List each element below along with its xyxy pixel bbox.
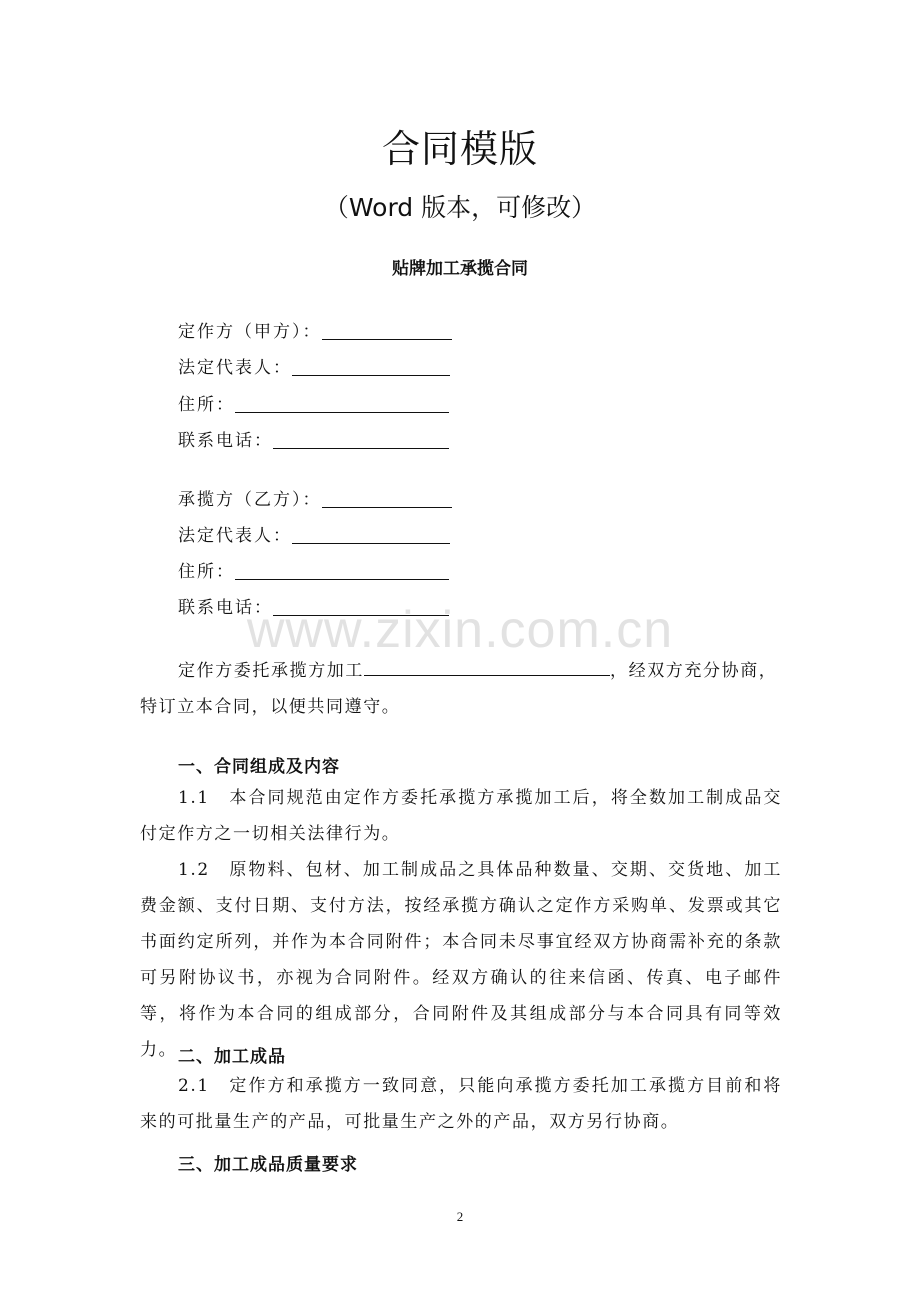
- section-1-heading: 一、合同组成及内容: [178, 757, 340, 777]
- party-b-phone-label: 联系电话：: [178, 598, 273, 618]
- party-b-rep-label: 法定代表人：: [178, 526, 292, 546]
- party-b-phone-blank[interactable]: [273, 597, 449, 616]
- clause-1-1: 1.1 本合同规范由定作方委托承揽方承揽加工后，将全数加工制成品交付定作方之一切相关法律行为。: [140, 788, 782, 844]
- party-a-name-label: 定作方（甲方）：: [178, 322, 322, 342]
- document-title: 合同模版: [381, 127, 538, 171]
- intro-after: ，经双方充分协商，: [610, 661, 778, 681]
- party-b-address-label: 住所：: [178, 562, 235, 582]
- party-a-address-blank[interactable]: [235, 394, 449, 413]
- party-b-address-field: [178, 556, 449, 582]
- party-a-address-label: 住所：: [178, 395, 235, 415]
- intro-line-1: [178, 656, 777, 681]
- party-b-address-blank[interactable]: [235, 561, 449, 580]
- page-number: 2: [456, 1209, 464, 1224]
- clause-1-2: 1.2 原物料、包材、加工制成品之具体品种数量、交期、交货地、加工费金额、支付日期、支付方法，按经承揽方确认之定作方采购单、发票或其它书面约定所列，并作为本合同附件；本合同未尽事宜经双方协商需补充的条款可另附协议书，亦视为合同附件。经双方确认的往来信函、传真、电子邮件等，将作为本合同的组成部分，合同附件及其组成部分与本合同具有同等效力。: [140, 860, 782, 1060]
- intro-blank[interactable]: [364, 661, 610, 676]
- party-a-phone-blank[interactable]: [273, 430, 449, 449]
- party-a-phone-field: [178, 425, 449, 451]
- party-a-address-field: [178, 389, 449, 415]
- contract-name: 贴牌加工承揽合同: [392, 259, 528, 279]
- document-subtitle: （Word 版本，可修改）: [323, 193, 597, 222]
- party-b-rep-field: [178, 520, 450, 546]
- party-b-rep-blank[interactable]: [292, 525, 450, 544]
- party-a-rep-blank[interactable]: [292, 357, 450, 376]
- party-a-name-field: [178, 316, 452, 342]
- intro-before: 定作方委托承揽方加工: [178, 661, 364, 681]
- party-b-phone-field: [178, 592, 449, 618]
- party-a-phone-label: 联系电话：: [178, 431, 273, 451]
- party-b-name-blank[interactable]: [322, 489, 452, 508]
- clause-2-1: 2.1 定作方和承揽方一致同意，只能向承揽方委托加工承揽方目前和将来的可批量生产的产品，可批量生产之外的产品，双方另行协商。: [140, 1076, 782, 1132]
- watermark: www.zixin.com.cn: [246, 601, 674, 659]
- section-3-heading: 三、加工成品质量要求: [178, 1155, 358, 1175]
- party-b-name-field: [178, 484, 452, 510]
- party-a-rep-field: [178, 352, 450, 378]
- party-a-rep-label: 法定代表人：: [178, 358, 292, 378]
- section-2-heading: 二、加工成品: [178, 1047, 286, 1067]
- party-a-name-blank[interactable]: [322, 321, 452, 340]
- intro-line-2: 特订立本合同，以便共同遵守。: [140, 697, 401, 717]
- party-b-name-label: 承揽方（乙方）：: [178, 490, 322, 510]
